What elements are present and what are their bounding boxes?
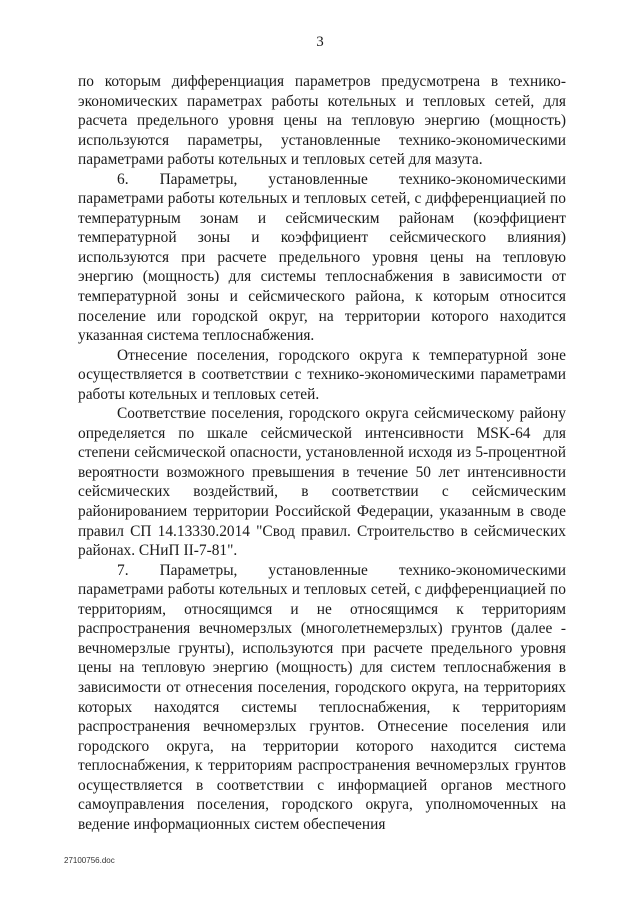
paragraph-item-7: 7. Параметры, установленные технико-экономическими параметрами работы котельных и тепловых сетей, с дифференциацией по территориям, относящимся и не относящимся к территориям распространения вечномерзлых (многолетнемерзлых) грунтов (далее - вечномерзлые грунты), используются при расчете предельного уровня цены на тепловую энергию (мощность) для систем теплоснабжения в зависимости от отнесения поселения, городского округа, на территориях которых находятся системы теплоснабжения, к территориям распространения вечномерзлых грунтов. Отнесение поселения или городского округа, на территории которого находится система теплоснабжения, к территориям распространения вечномерзлых грунтов осуществляется в соответствии с информацией органов местного самоуправления поселения, городского округа, уполномоченных на ведение информационных систем обеспечения	[78, 561, 566, 833]
paragraph-item-6: 6. Параметры, установленные технико-экономическими параметрами работы котельных и тепловых сетей, с дифференциацией по температурным зонам и сейсмическим районам (коэффициент температурной зоны и коэффициент сейсмического влияния) используются при расчете предельного уровня цены на тепловую энергию (мощность) для системы теплоснабжения в зависимости от температурной зоны и сейсмического района, к которым относится поселение или городской округ, на территории которого находится указанная система теплоснабжения.	[78, 170, 566, 345]
paragraph-continuation: по которым дифференциация параметров предусмотрена в технико-экономических параметрах работы котельных и тепловых сетей, для расчета предельного уровня цены на тепловую энергию (мощность) используются параметры, установленные технико-экономическими параметрами работы котельных и тепловых сетей для мазута.	[78, 73, 566, 169]
page-number: 3	[316, 34, 324, 50]
file-name-footer: 27100756.doc	[64, 856, 115, 865]
document-body	[78, 72, 566, 834]
paragraph-temperature-zone: Отнесение поселения, городского округа к температурной зоне осуществляется в соответствии с технико-экономическими параметрами работы котельных и тепловых сетей.	[78, 346, 566, 403]
paragraph-seismic-region: Соответствие поселения, городского округа сейсмическому району определяется по шкале сейсмической интенсивности MSK-64 для степени сейсмической опасности, установленной исходя из 5-процентной вероятности возможного превышения в течение 50 лет интенсивности сейсмических воздействий, в соответствии с сейсмическим районированием территории Российской Федерации, указанным в своде правил СП 14.13330.2014 "Свод правил. Строительство в сейсмических районах. СНиП II-7-81".	[78, 405, 566, 560]
